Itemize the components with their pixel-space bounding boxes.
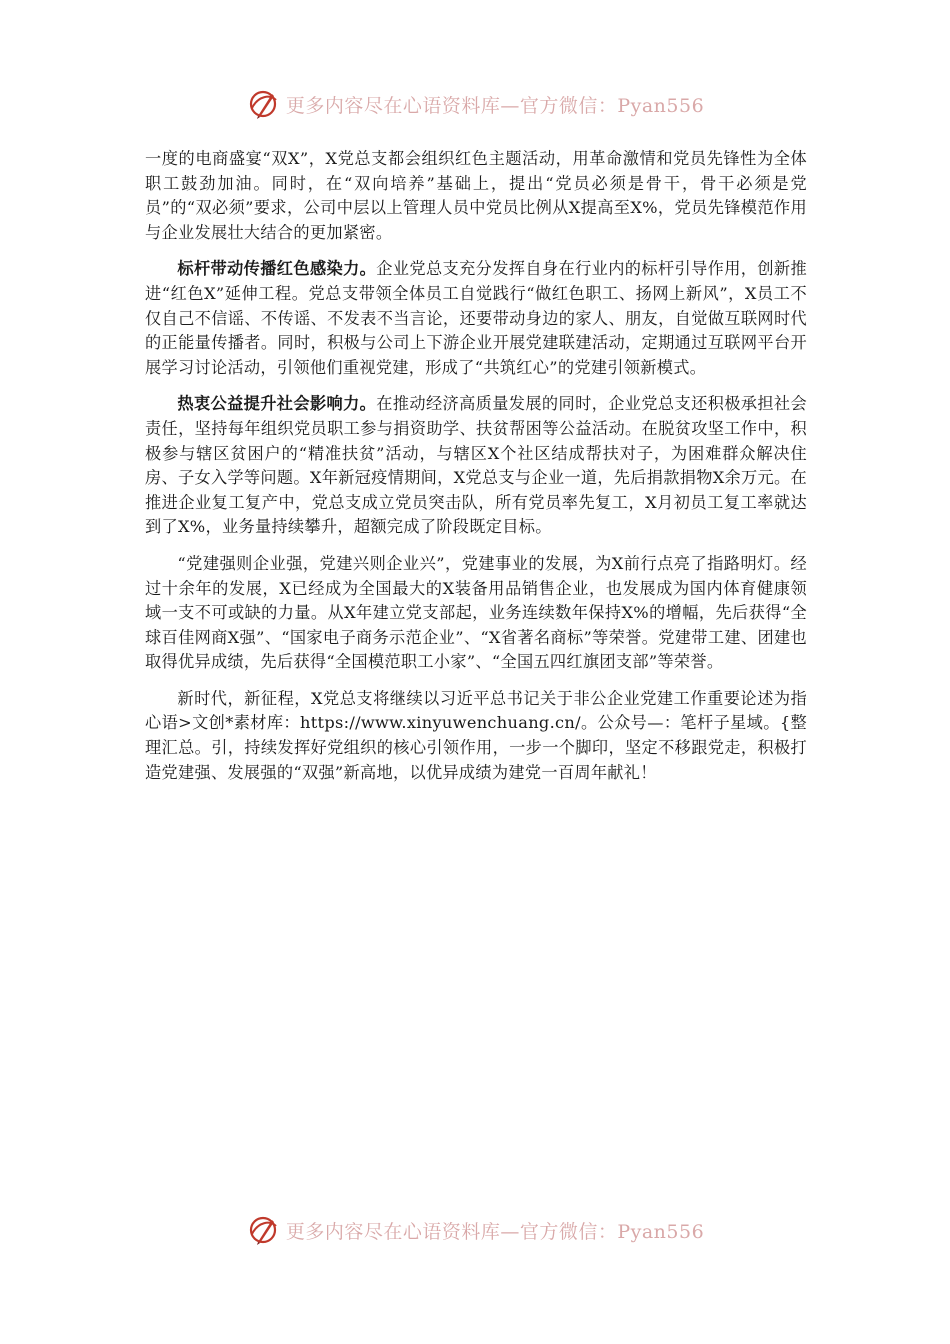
- paragraph-2-text: 企业党总支充分发挥自身在行业内的标杆引导作用，创新推进“红色X”延伸工程。党总支带领全体员工自觉践行“做红色职工、扬网上新风”，X员工不仅自己不信谣、不传谣、不发表不当言论，还要带动身边的家人、朋友，自觉做互联网时代的正能量传播者。同时，积极与公司上下游企业开展党建联建活动，定期通过互联网平台开展学习讨论活动，引领他们重视党建，形成了“共筑红心”的党建引领新模式。: [145, 259, 807, 377]
- pen-swirl-logo-icon: [246, 86, 282, 122]
- paragraph-3-heading: 热衷公益提升社会影响力。: [177, 394, 377, 414]
- footer-banner: [0, 1210, 950, 1250]
- paragraph-3-text: 在推动经济高质量发展的同时，企业党总支还积极承担社会责任，坚持每年组织党员职工参与捐资助学、扶贫帮困等公益活动。在脱贫攻坚工作中，积极参与辖区贫困户的“精准扶贫”活动，与辖区X个社区结成帮扶对子，为困难群众解决住房、子女入学等问题。X年新冠疫情期间，X党总支与企业一道，先后捐款捐物X余万元。在推进企业复工复产中，党总支成立党员突击队，所有党员率先复工，X月初员工复工率就达到了X%，业务量持续攀升，超额完成了阶段既定目标。: [145, 394, 807, 537]
- pen-swirl-logo-icon: [246, 1212, 282, 1248]
- footer-banner-text: 更多内容尽在心语资料库—官方微信：Pyan556: [285, 1220, 705, 1243]
- document-body: [145, 147, 807, 797]
- header-banner-text: 更多内容尽在心语资料库—官方微信：Pyan556: [285, 94, 705, 117]
- paragraph-5: [145, 687, 807, 785]
- paragraph-2-heading: 标杆带动传播红色感染力。: [177, 259, 377, 279]
- header-banner: [0, 84, 950, 124]
- paragraph-2: [145, 257, 807, 380]
- paragraph-1-text: 一度的电商盛宴“双X”，X党总支都会组织红色主题活动，用革命激情和党员先锋性为全体职工鼓劲加油。同时，在“双向培养”基础上，提出“党员必须是骨干，骨干必须是党员”的“双必须”要求，公司中层以上管理人员中党员比例从X提高至X%，党员先锋模范作用与企业发展壮大结合的更加紧密。: [145, 149, 807, 242]
- paragraph-4-text: “党建强则企业强，党建兴则企业兴”，党建事业的发展，为X前行点亮了指路明灯。经过十余年的发展，X已经成为全国最大的X装备用品销售企业，也发展成为国内体育健康领域一支不可或缺的力量。从X年建立党支部起，业务连续数年保持X%的增幅，先后获得“全球百佳网商X强”、“国家电子商务示范企业”、“X省著名商标”等荣誉。党建带工建、团建也取得优异成绩，先后获得“全国模范职工小家”、“全国五四红旗团支部”等荣誉。: [145, 553, 807, 672]
- paragraph-1: [145, 147, 807, 245]
- paragraph-4: [145, 552, 807, 675]
- paragraph-3: [145, 392, 807, 540]
- paragraph-5-text: 新时代，新征程，X党总支将继续以习近平总书记关于非公企业党建工作重要论述为指心语>文创*素材库：https://www.xinyuwenchuang.cn/。公众号—：笔杆子星域。{整理汇总。引，持续发挥好党组织的核心引领作用，一步一个脚印，坚定不移跟党走，积极打造党建强、发展强的“双强”新高地，以优异成绩为建党一百周年献礼！: [145, 688, 807, 782]
